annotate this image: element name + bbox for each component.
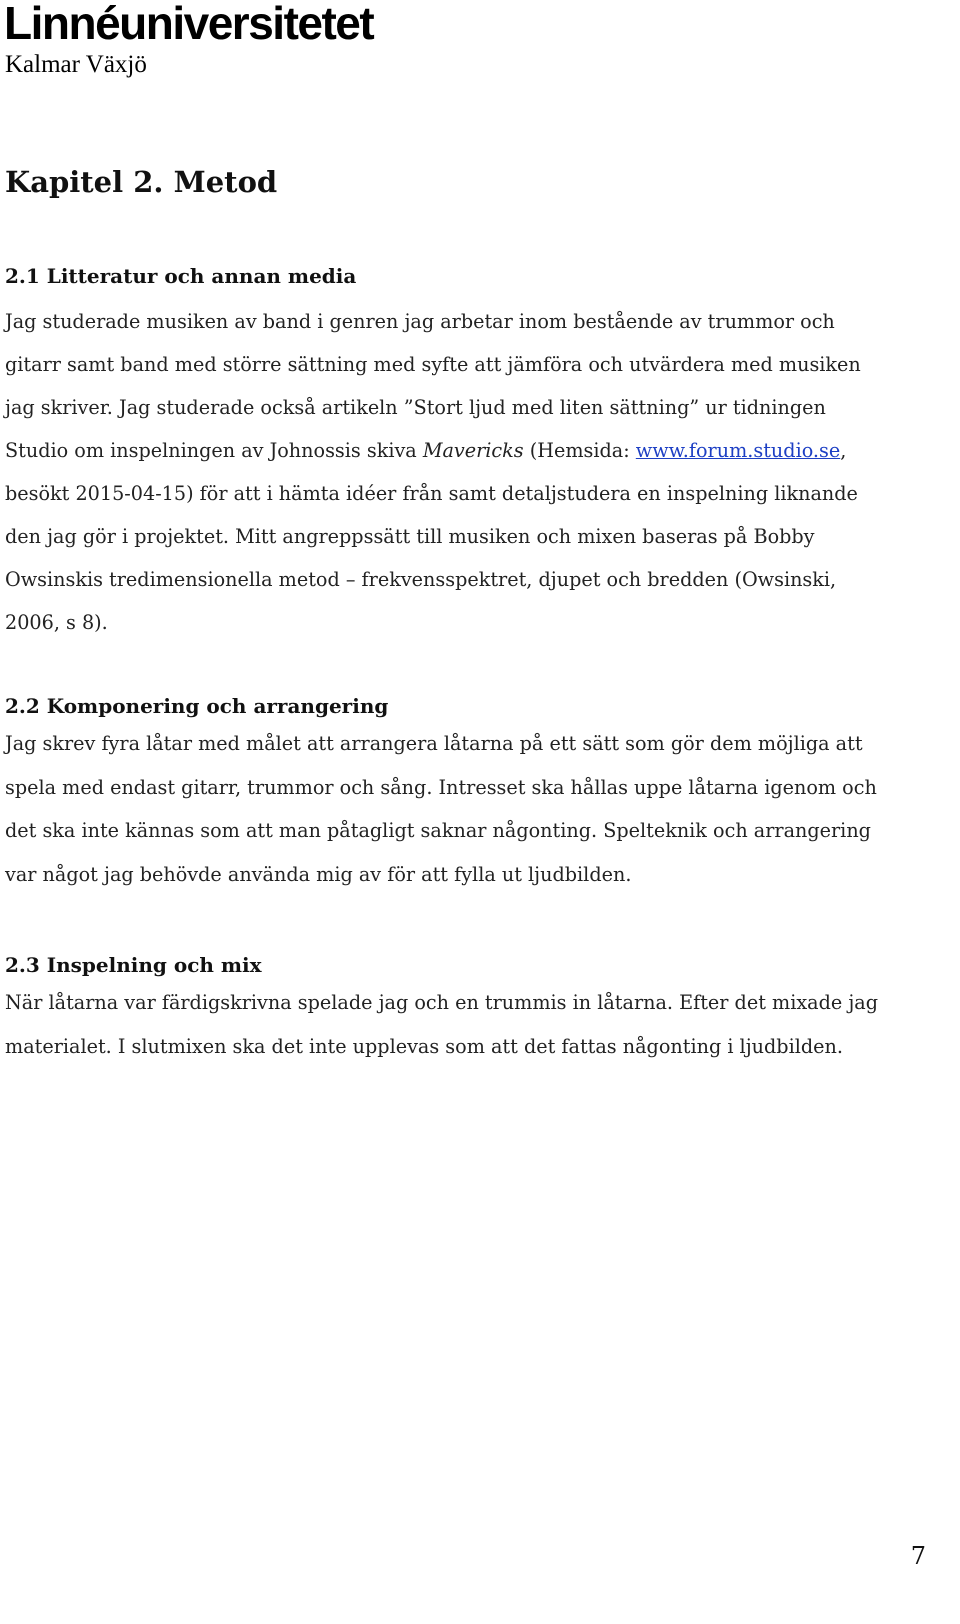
paragraph-line: 2006, s 8).	[5, 611, 108, 634]
paragraph-line: var något jag behövde använda mig av för att fylla ut ljudbilden.	[5, 862, 632, 886]
section-recording-mix	[5, 949, 955, 1068]
university-logo-subtitle: Kalmar Växjö	[5, 51, 147, 78]
text-span: ,	[840, 439, 847, 462]
paragraph-line: Jag studerade musiken av band i genren jag arbetar inom bestående av trummor och	[5, 310, 835, 333]
section-heading: 2.1 Litteratur och annan media	[5, 264, 357, 288]
section-composition	[5, 690, 955, 896]
paragraph-line: det ska inte kännas som att man påtagligt saknar någonting. Spelteknik och arrangering	[5, 819, 871, 842]
page-number: 7	[910, 1542, 926, 1570]
paragraph-line	[5, 429, 955, 472]
section-literature	[5, 260, 955, 644]
paragraph-line: Jag skrev fyra låtar med målet att arrangera låtarna på ett sätt som gör dem möjliga att	[5, 732, 863, 755]
paragraph-line: spela med endast gitarr, trummor och sång. Intresset ska hållas uppe låtarna igenom och	[5, 775, 877, 799]
paragraph-line: gitarr samt band med större sättning med syfte att jämföra och utvärdera med musiken	[5, 353, 861, 376]
text-span: Studio om inspelningen av Johnossis skiva	[5, 439, 423, 462]
paragraph-line: den jag gör i projektet. Mitt angreppssätt till musiken och mixen baseras på Bobby	[5, 525, 815, 548]
paragraph-line: När låtarna var färdigskrivna spelade jag och en trummis in låtarna. Efter det mixade jag	[5, 991, 879, 1014]
section-heading: 2.2 Komponering och arrangering	[5, 694, 389, 718]
website-link[interactable]: www.forum.studio.se	[635, 439, 841, 462]
section-heading: 2.3 Inspelning och mix	[5, 953, 262, 977]
paragraph-line: materialet. I slutmixen ska det inte upplevas som att det fattas någonting i ljudbilden.	[5, 1034, 843, 1058]
paragraph-line: Owsinskis tredimensionella metod – frekvensspektret, djupet och bredden (Owsinski,	[5, 568, 837, 591]
text-span: (Hemsida:	[523, 439, 636, 462]
chapter-title: Kapitel 2. Metod	[5, 165, 278, 199]
paragraph-line: besökt 2015-04-15) för att i hämta idéer från samt detaljstudera en inspelning liknande	[5, 482, 858, 505]
university-logo-wordmark: Linnéuniversitetet	[4, 0, 374, 49]
paragraph-line: jag skriver. Jag studerade också artikeln ”Stort ljud med liten sättning” ur tidningen	[5, 396, 826, 419]
album-title: Mavericks	[422, 439, 524, 462]
